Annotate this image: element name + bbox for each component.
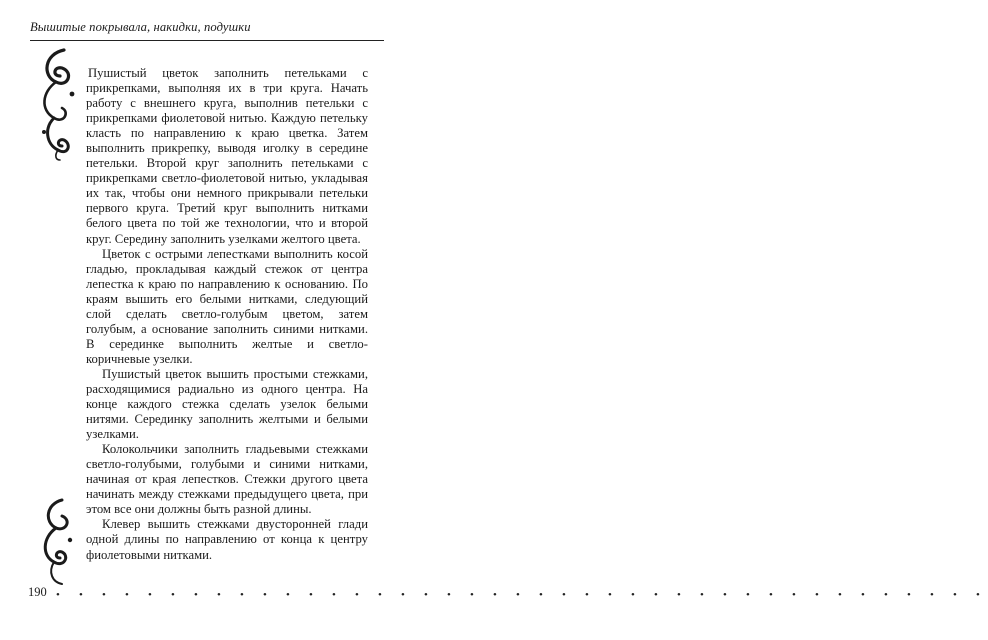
paragraph: Клевер вышить стежками двусторонней глади одной длины по направлению от конца к центру фиолетовыми нитками. (86, 517, 368, 562)
paragraph: Колокольчики заполнить гладьевыми стежками светло-голубыми, голубыми и синими нитками, начиная от края лепестков. Стежки другого цвета начинать между стежками предыдущего цвета, при этом все они должны быть разной длины. (86, 442, 368, 517)
paragraph: Пушистый цветок заполнить петельками с прикрепками, выполняя их в три круга. Начать работу с внешнего круга, выполнив петельки с прикрепками фиолетовой нитью. Каждую петельку класть по направлению к краю цветка. Затем выполнить прикрепку, выводя иголку в середине петельки. Второй круг заполнить петельками с прикрепками светло-фиолетовой нитью, укладывая их так, чтобы они немного прикрывали петельки первого круга. Третий круг выполнить нитками белого цвета по той же технологии, что и второй круг. Середину заполнить узелками желтого цвета. (86, 66, 368, 246)
paragraph: Пушистый цветок вышить простыми стежками, расходящимися радиально из одного центра. На конце каждого стежка сделать узелок белыми нитями. Серединку заполнить желтыми и белыми узелками. (86, 366, 368, 442)
dotted-rule: • • • • • • • • • • • • • • • • • • • • • • • • • • • • • • • • • • • • • • • • • (56, 589, 988, 601)
header-rule (30, 40, 384, 41)
paragraph: Цветок с острыми лепестками выполнить косой гладью, прокладывая каждый стежок от центра лепестка к краю по направлению к основанию. По краям вышить его белыми нитками, следующий слой сделать светло-голубым цветом, затем голубым, а основание заполнить синими нитками. В серединке выполнить желтые и светло-коричневые узелки. (86, 246, 368, 366)
body-text (86, 66, 368, 563)
flourish-ornament-bottom (34, 498, 82, 588)
page-footer (28, 585, 988, 603)
running-header: Вышитые покрывала, накидки, подушки (30, 20, 251, 34)
flourish-ornament-top (34, 46, 82, 162)
page-number: 190 (28, 585, 47, 599)
